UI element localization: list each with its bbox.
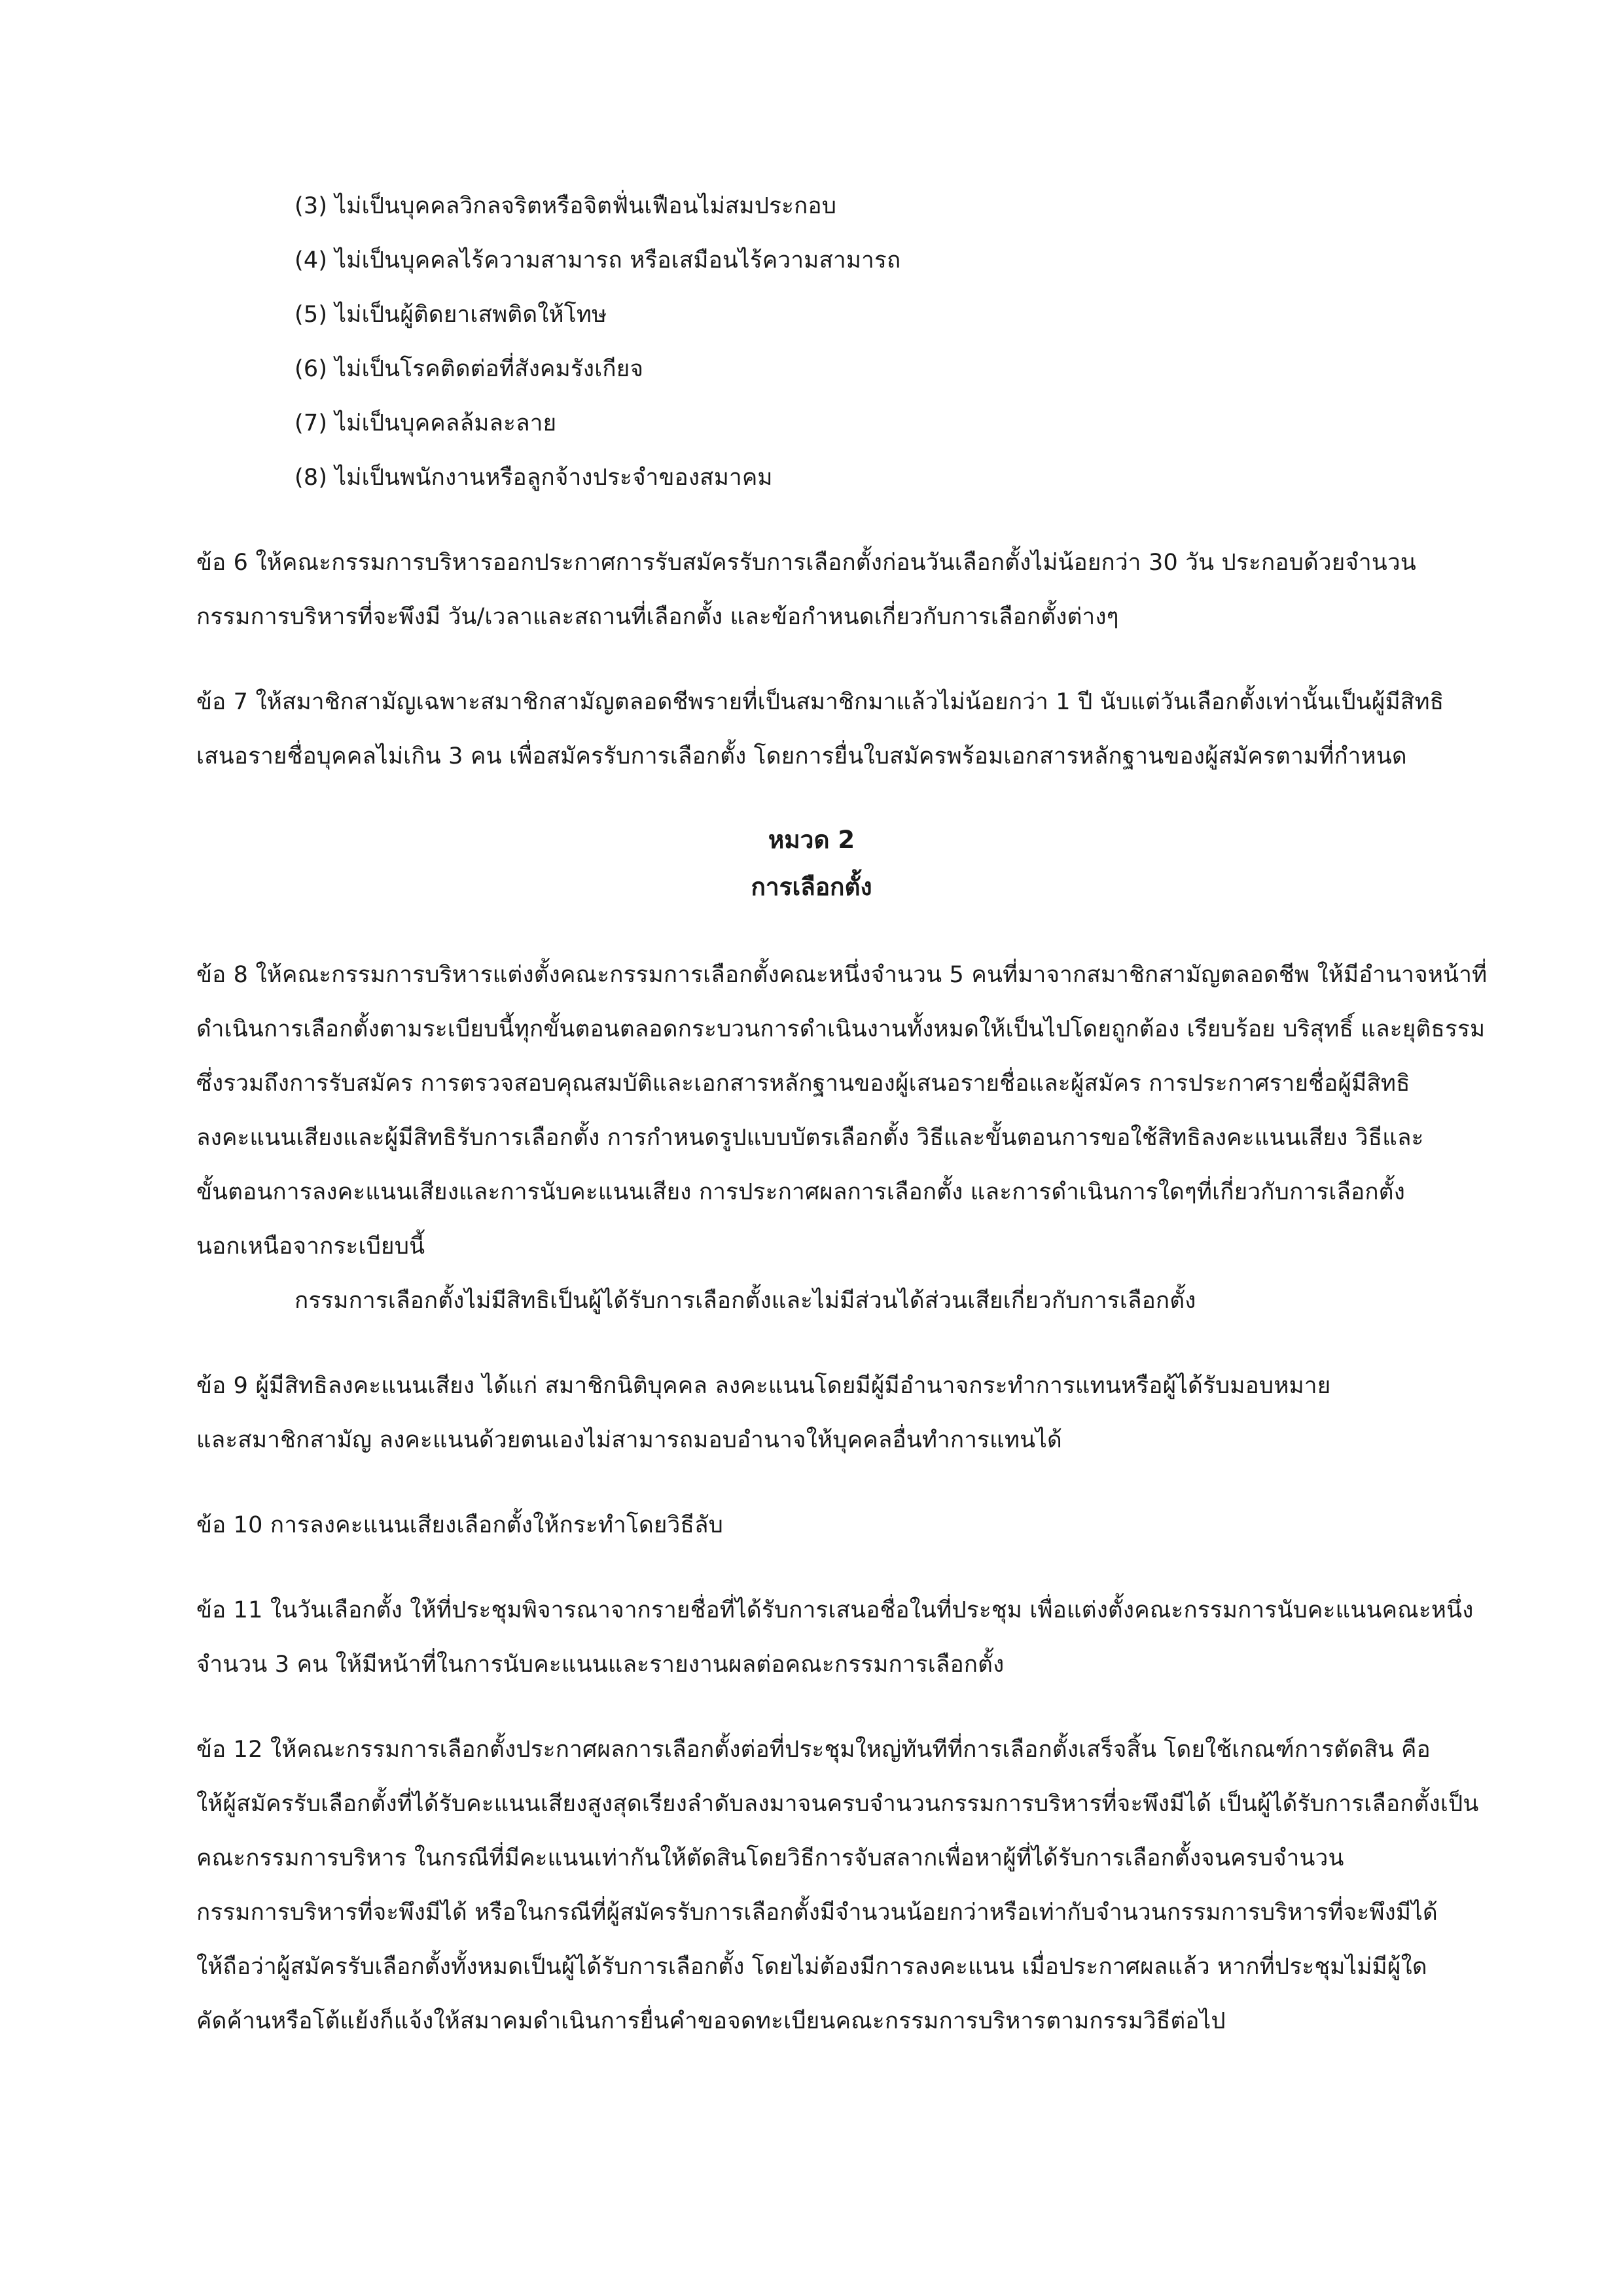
clause-10-line: ข้อ 10 การลงคะแนนเสียงเลือกตั้งให้กระทำโดยวิธีลับ [196,1512,724,1538]
clause-7-line: เสนอรายชื่อบุคคลไม่เกิน 3 คน เพื่อสมัครรับการเลือกตั้ง โดยการยื่นใบสมัครพร้อมเอกสารหลักฐานของผู้สมัครตามที่กำหนด [196,743,1407,769]
clause-7-line: ข้อ 7 ให้สมาชิกสามัญเฉพาะสมาชิกสามัญตลอดชีพรายที่เป็นสมาชิกมาแล้วไม่น้อยกว่า 1 ปี นับแต่วันเลือกตั้งเท่านั้นเป็นผู้มีสิทธิ [196,689,1444,715]
clause-8-line: ซึ่งรวมถึงการรับสมัคร การตรวจสอบคุณสมบัติและเอกสารหลักฐานของผู้เสนอรายชื่อและผู้สมัคร การประกาศรายชื่อผู้มีสิทธิ [196,1070,1410,1097]
clause-11-line: ข้อ 11 ในวันเลือกตั้ง ให้ที่ประชุมพิจารณาจากรายชื่อที่ได้รับการเสนอชื่อในที่ประชุม เพื่อแต่งตั้งคณะกรรมการนับคะแนนคณะหนึ่ง [196,1597,1474,1623]
list-item: (7) ไม่เป็นบุคคลล้มละลาย [294,410,557,436]
clause-6-line: ข้อ 6 ให้คณะกรรมการบริหารออกประกาศการรับสมัครรับการเลือกตั้งก่อนวันเลือกตั้งไม่น้อยกว่า 30 วัน ประกอบด้วยจำนวน [196,550,1416,576]
clause-12-line: ให้ถือว่าผู้สมัครรับเลือกตั้งทั้งหมดเป็นผู้ได้รับการเลือกตั้ง โดยไม่ต้องมีการลงคะแนน เมื่อประกาศผลแล้ว หากที่ประชุมไม่มีผู้ใด [196,1954,1427,1980]
clause-8-line: ดำเนินการเลือกตั้งตามระเบียบนี้ทุกขั้นตอนตลอดกระบวนการดำเนินงานทั้งหมดให้เป็นไปโดยถูกต้อง เรียบร้อย บริสุทธิ์ และยุติธรรม [196,1016,1486,1042]
clause-8-line: ข้อ 8 ให้คณะกรรมการบริหารแต่งตั้งคณะกรรมการเลือกตั้งคณะหนึ่งจำนวน 5 คนที่มาจากสมาชิกสามัญตลอดชีพ ให้มีอำนาจหน้าที่ [196,962,1488,988]
clause-11-line: จำนวน 3 คน ให้มีหน้าที่ในการนับคะแนนและรายงานผลต่อคณะกรรมการเลือกตั้ง [196,1651,1005,1678]
clause-12-line: กรรมการบริหารที่จะพึงมีได้ หรือในกรณีที่ผู้สมัครรับการเลือกตั้งมีจำนวนน้อยกว่าหรือเท่ากับจำนวนกรรมการบริหารที่จะพึงมีได้ [196,1899,1438,1926]
clause-8-note: กรรมการเลือกตั้งไม่มีสิทธิเป็นผู้ได้รับการเลือกตั้งและไม่มีส่วนได้ส่วนเสียเกี่ยวกับการเลือกตั้ง [294,1288,1196,1314]
list-item: (6) ไม่เป็นโรคติดต่อที่สังคมรังเกียจ [294,356,644,382]
list-item: (5) ไม่เป็นผู้ติดยาเสพติดให้โทษ [294,302,607,328]
section-number: หมวด 2 [768,826,855,854]
list-item: (3) ไม่เป็นบุคคลวิกลจริตหรือจิตฟั่นเฟือนไม่สมประกอบ [294,193,837,219]
clause-6-line: กรรมการบริหารที่จะพึงมี วัน/เวลาและสถานที่เลือกตั้ง และข้อกำหนดเกี่ยวกับการเลือกตั้งต่างๆ [196,604,1119,630]
clause-9-line: และสมาชิกสามัญ ลงคะแนนด้วยตนเองไม่สามารถมอบอำนาจให้บุคคลอื่นทำการแทนได้ [196,1427,1062,1453]
clause-9-line: ข้อ 9 ผู้มีสิทธิลงคะแนนเสียง ได้แก่ สมาชิกนิติบุคคล ลงคะแนนโดยมีผู้มีอำนาจกระทำการแทนหรือผู้ได้รับมอบหมาย [196,1373,1331,1399]
clause-8-line: นอกเหนือจากระเบียบนี้ [196,1233,425,1260]
list-item: (4) ไม่เป็นบุคคลไร้ความสามารถ หรือเสมือนไร้ความสามารถ [294,247,901,274]
clause-12-line: ให้ผู้สมัครรับเลือกตั้งที่ได้รับคะแนนเสียงสูงสุดเรียงลำดับลงมาจนครบจำนวนกรรมการบริหารที่จะพึงมีได้ เป็นผู้ได้รับการเลือกตั้งเป็น [196,1791,1479,1817]
clause-12-line: คณะกรรมการบริหาร ในกรณีที่มีคะแนนเท่ากันให้ตัดสินโดยวิธีการจับสลากเพื่อหาผู้ที่ได้รับการเลือกตั้งจนครบจำนวน [196,1845,1344,1871]
clause-12-line: คัดค้านหรือโต้แย้งก็แจ้งให้สมาคมดำเนินการยื่นคำขอจดทะเบียนคณะกรรมการบริหารตามกรรมวิธีต่อไป [196,2008,1226,2034]
clause-8-line: ลงคะแนนเสียงและผู้มีสิทธิรับการเลือกตั้ง การกำหนดรูปแบบบัตรเลือกตั้ง วิธีและขั้นตอนการขอใช้สิทธิลงคะแนนเสียง วิธีและ [196,1125,1424,1151]
clause-12-line: ข้อ 12 ให้คณะกรรมการเลือกตั้งประกาศผลการเลือกตั้งต่อที่ประชุมใหญ่ทันทีที่การเลือกตั้งเสร็จสิ้น โดยใช้เกณฑ์การตัดสิน คือ [196,1737,1431,1763]
list-item: (8) ไม่เป็นพนักงานหรือลูกจ้างประจำของสมาคม [294,465,773,491]
section-title: การเลือกตั้ง [751,873,872,901]
clause-8-line: ขั้นตอนการลงคะแนนเสียงและการนับคะแนนเสียง การประกาศผลการเลือกตั้ง และการดำเนินการใดๆที่เกี่ยวกับการเลือกตั้ง [196,1179,1405,1205]
